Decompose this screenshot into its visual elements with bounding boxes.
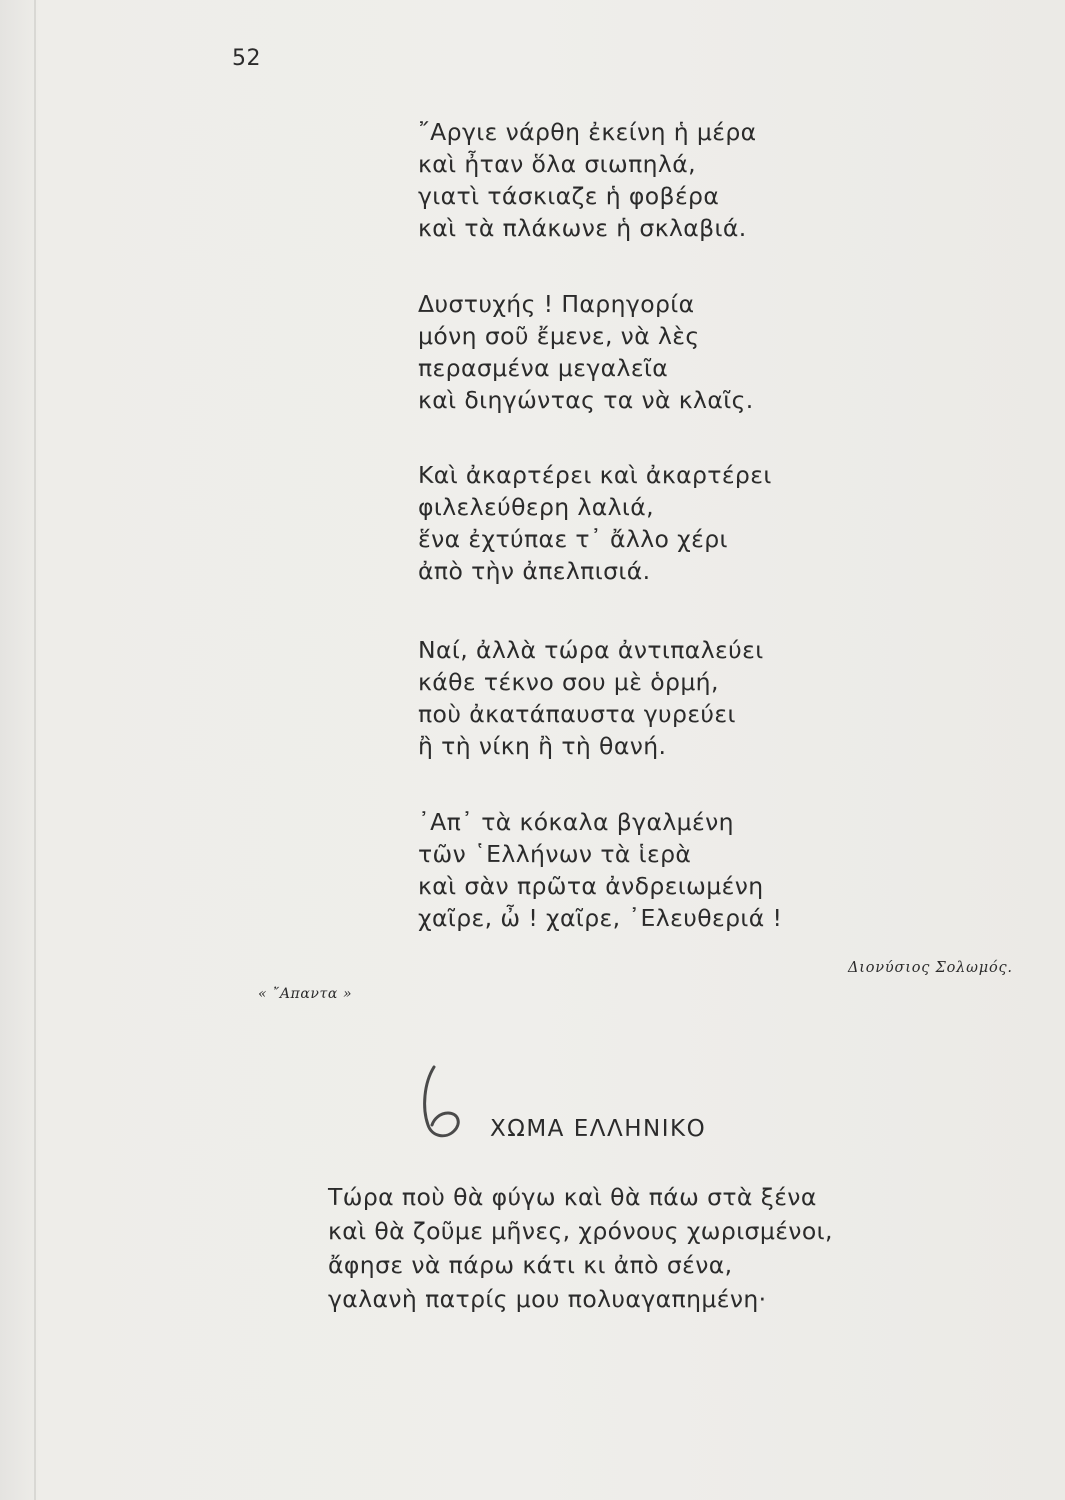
poem-line: Τώρα ποὺ θὰ φύγω καὶ θὰ πάω στὰ ξένα [328,1183,817,1211]
poem-line: Δυστυχής ! Παρηγορία [418,290,695,318]
poem-line: καὶ ἦταν ὅλα σιωπηλά, [418,150,696,178]
stanza-poem2 [328,1180,833,1316]
source-reference: « ῎Απαντα » [258,986,353,1002]
poem-line: μόνη σοῦ ἔμενε, νὰ λὲς [418,322,700,350]
poem-line: κάθε τέκνο σου μὲ ὁρμή, [418,668,719,696]
stanza-3 [418,459,772,587]
poem-line: ἀπὸ τὴν ἀπελπισιά. [418,557,651,585]
author-signature: Διονύσιος Σολωμός. [848,960,1013,976]
stanza-4 [418,634,764,762]
poem-line: ᾽Απ᾽ τὰ κόκαλα βγαλμένη [418,808,734,836]
poem-line: φιλελεύθερη λαλιά, [418,493,655,521]
poem-line: καὶ διηγώντας τα νὰ κλαῖς. [418,386,754,414]
poem-line: γιατὶ τάσκιαζε ἡ φοβέρα [418,182,720,210]
page-number: 52 [232,46,261,71]
poem-line: Καὶ ἀκαρτέρει καὶ ἀκαρτέρει [418,461,772,489]
poem-line: περασμένα μεγαλεῖα [418,354,669,382]
poem-line: ἄφησε νὰ πάρω κάτι κι ἀπὸ σένα, [328,1251,733,1279]
poem-line: Ναί, ἀλλὰ τώρα ἀντιπαλεύει [418,636,764,664]
poem-line: ἢ τὴ νίκη ἢ τὴ θανή. [418,732,667,760]
poem-line: ποὺ ἀκατάπαυστα γυρεύει [418,700,736,728]
poem-line: καὶ τὰ πλάκωνε ἡ σκλαβιά. [418,214,747,242]
poem-line: καὶ θὰ ζοῦμε μῆνες, χρόνους χωρισμένοι, [328,1217,833,1245]
stanza-2 [418,288,754,416]
poem-line: καὶ σὰν πρῶτα ἀνδρειωμένη [418,872,764,900]
stanza-1 [418,116,757,244]
poem-line: ῎Αργιε νάρθη ἐκείνη ἡ μέρα [418,118,757,146]
poem-line: τῶν ῾Ελλήνων τὰ ἱερὰ [418,840,692,868]
stanza-5 [418,806,782,934]
page-edge [34,0,36,1500]
poem-line: ἕνα ἐχτύπαε τ᾽ ἄλλο χέρι [418,525,728,553]
poem-line: γαλανὴ πατρίς μου πολυαγαπημένη· [328,1285,767,1313]
poem-line: χαῖρε, ὦ ! χαῖρε, ᾽Ελευθεριά ! [418,904,783,932]
section-title: ΧΩΜΑ ΕΛΛΗΝΙΚΟ [490,1116,707,1142]
handwritten-number-mark [412,1063,472,1143]
